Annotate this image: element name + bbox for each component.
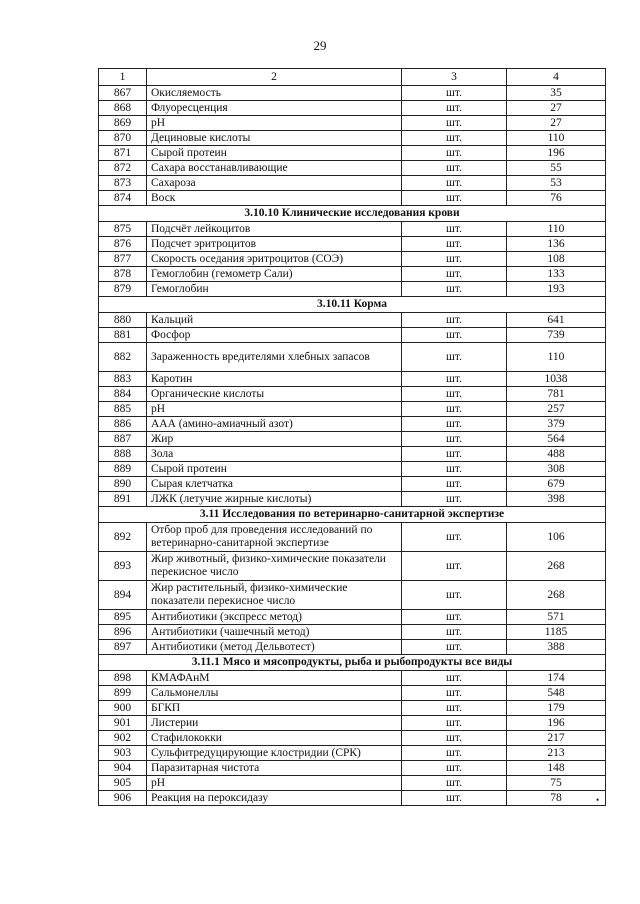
table-row xyxy=(99,267,606,282)
table-row xyxy=(99,776,606,791)
row-number: 897 xyxy=(99,640,147,655)
row-number: 886 xyxy=(99,417,147,432)
row-name: Фосфор xyxy=(147,328,402,343)
row-name: pH xyxy=(147,776,402,791)
row-quantity: 564 xyxy=(507,432,606,447)
row-quantity: 108 xyxy=(507,252,606,267)
table-row xyxy=(99,761,606,776)
row-name: Органические кислоты xyxy=(147,387,402,402)
row-name: Подсчёт лейкоцитов xyxy=(147,222,402,237)
row-number: 868 xyxy=(99,101,147,116)
row-quantity: 76 xyxy=(507,191,606,206)
table-row xyxy=(99,387,606,402)
row-quantity: 75 xyxy=(507,776,606,791)
section-title: 3.10.11 Корма xyxy=(99,297,606,313)
row-quantity: 268 xyxy=(507,581,606,610)
row-number: 888 xyxy=(99,447,147,462)
table-row xyxy=(99,237,606,252)
row-number: 892 xyxy=(99,523,147,552)
row-unit: шт. xyxy=(402,671,507,686)
row-unit: шт. xyxy=(402,462,507,477)
table-row xyxy=(99,313,606,328)
row-quantity: 196 xyxy=(507,716,606,731)
row-number: 878 xyxy=(99,267,147,282)
table-row xyxy=(99,477,606,492)
price-table xyxy=(98,68,606,806)
row-quantity: 641 xyxy=(507,313,606,328)
row-name: Отбор проб для проведения исследований по ветеринарно-санитарной экспертизе xyxy=(147,523,402,552)
row-number: 881 xyxy=(99,328,147,343)
row-unit: шт. xyxy=(402,581,507,610)
row-quantity: 110 xyxy=(507,222,606,237)
row-name: Дециновые кислоты xyxy=(147,131,402,146)
row-number: 882 xyxy=(99,343,147,372)
row-quantity: 268 xyxy=(507,552,606,581)
row-quantity: 388 xyxy=(507,640,606,655)
column-header-1: 1 xyxy=(99,69,147,86)
row-quantity: 35 xyxy=(507,86,606,101)
row-quantity: 781 xyxy=(507,387,606,402)
row-quantity: 133 xyxy=(507,267,606,282)
row-quantity: 27 xyxy=(507,101,606,116)
section-title: 3.11 Исследования по ветеринарно-санитарной экспертизе xyxy=(99,507,606,523)
row-unit: шт. xyxy=(402,492,507,507)
row-unit: шт. xyxy=(402,477,507,492)
table-row xyxy=(99,116,606,131)
table-row xyxy=(99,791,606,806)
table-row xyxy=(99,343,606,372)
row-number: 884 xyxy=(99,387,147,402)
row-unit: шт. xyxy=(402,761,507,776)
row-number: 879 xyxy=(99,282,147,297)
row-quantity: 571 xyxy=(507,610,606,625)
row-number: 890 xyxy=(99,477,147,492)
row-quantity: 488 xyxy=(507,447,606,462)
row-name: БГКП xyxy=(147,701,402,716)
row-quantity: 148 xyxy=(507,761,606,776)
row-quantity: 739 xyxy=(507,328,606,343)
row-number: 875 xyxy=(99,222,147,237)
row-name: Жир растительный, физико-химические показатели перекисное число xyxy=(147,581,402,610)
row-name: Сырой протеин xyxy=(147,146,402,161)
table-row xyxy=(99,417,606,432)
row-name: Реакция на пероксидазу xyxy=(147,791,402,806)
row-quantity: 548 xyxy=(507,686,606,701)
row-unit: шт. xyxy=(402,343,507,372)
row-unit: шт. xyxy=(402,282,507,297)
row-unit: шт. xyxy=(402,716,507,731)
table-row xyxy=(99,552,606,581)
row-number: 891 xyxy=(99,492,147,507)
row-quantity: 106 xyxy=(507,523,606,552)
row-number: 893 xyxy=(99,552,147,581)
row-number: 903 xyxy=(99,746,147,761)
row-unit: шт. xyxy=(402,701,507,716)
table-row xyxy=(99,222,606,237)
row-unit: шт. xyxy=(402,86,507,101)
row-number: 906 xyxy=(99,791,147,806)
row-unit: шт. xyxy=(402,237,507,252)
header-row xyxy=(99,69,606,86)
row-name: Гемоглобин xyxy=(147,282,402,297)
row-name: Подсчет эритроцитов xyxy=(147,237,402,252)
row-number: 874 xyxy=(99,191,147,206)
row-name: Зола xyxy=(147,447,402,462)
table-row xyxy=(99,625,606,640)
row-quantity: 53 xyxy=(507,176,606,191)
row-quantity: 110 xyxy=(507,131,606,146)
row-unit: шт. xyxy=(402,432,507,447)
row-unit: шт. xyxy=(402,372,507,387)
row-unit: шт. xyxy=(402,640,507,655)
row-number: 898 xyxy=(99,671,147,686)
row-number: 867 xyxy=(99,86,147,101)
row-name: Зараженность вредителями хлебных запасов xyxy=(147,343,402,372)
row-quantity: 136 xyxy=(507,237,606,252)
row-unit: шт. xyxy=(402,328,507,343)
page-number: 29 xyxy=(313,38,327,53)
row-unit: шт. xyxy=(402,313,507,328)
row-name: Сульфитредуцирующие клостридии (СРК) xyxy=(147,746,402,761)
row-name: pH xyxy=(147,116,402,131)
row-name: Жир животный, физико-химические показатели перекисное число xyxy=(147,552,402,581)
row-quantity: 27 xyxy=(507,116,606,131)
table-row xyxy=(99,176,606,191)
row-number: 889 xyxy=(99,462,147,477)
table-row xyxy=(99,462,606,477)
row-number: 899 xyxy=(99,686,147,701)
row-name: Воск xyxy=(147,191,402,206)
row-unit: шт. xyxy=(402,402,507,417)
table-row xyxy=(99,432,606,447)
row-name: Сырой протеин xyxy=(147,462,402,477)
column-header-3: 3 xyxy=(402,69,507,86)
row-number: 887 xyxy=(99,432,147,447)
section-title: 3.11.1 Мясо и мясопродукты, рыба и рыбопродукты все виды xyxy=(99,655,606,671)
row-unit: шт. xyxy=(402,731,507,746)
row-quantity: 308 xyxy=(507,462,606,477)
row-unit: шт. xyxy=(402,131,507,146)
table-row xyxy=(99,282,606,297)
table-header xyxy=(99,69,606,86)
table-row xyxy=(99,581,606,610)
row-unit: шт. xyxy=(402,176,507,191)
row-name: КМАФАнМ xyxy=(147,671,402,686)
row-unit: шт. xyxy=(402,686,507,701)
row-name: Сахара восстанавливающие xyxy=(147,161,402,176)
row-unit: шт. xyxy=(402,625,507,640)
row-quantity: 193 xyxy=(507,282,606,297)
row-number: 872 xyxy=(99,161,147,176)
table-row xyxy=(99,328,606,343)
row-number: 905 xyxy=(99,776,147,791)
row-name: Сальмонеллы xyxy=(147,686,402,701)
row-quantity: 213 xyxy=(507,746,606,761)
row-quantity: 78 xyxy=(507,791,606,806)
row-name: Флуоресценция xyxy=(147,101,402,116)
row-name: Антибиотики (экспресс метод) xyxy=(147,610,402,625)
table-row xyxy=(99,610,606,625)
row-name: Окисляемость xyxy=(147,86,402,101)
row-unit: шт. xyxy=(402,746,507,761)
table-row xyxy=(99,492,606,507)
row-unit: шт. xyxy=(402,101,507,116)
table-row xyxy=(99,86,606,101)
row-name: Антибиотики (метод Дельвотест) xyxy=(147,640,402,655)
row-number: 900 xyxy=(99,701,147,716)
row-unit: шт. xyxy=(402,447,507,462)
table-row xyxy=(99,131,606,146)
row-quantity: 257 xyxy=(507,402,606,417)
row-unit: шт. xyxy=(402,610,507,625)
row-number: 895 xyxy=(99,610,147,625)
row-quantity: 217 xyxy=(507,731,606,746)
row-number: 901 xyxy=(99,716,147,731)
row-number: 871 xyxy=(99,146,147,161)
table-row xyxy=(99,640,606,655)
row-quantity: 679 xyxy=(507,477,606,492)
table-body xyxy=(99,86,606,806)
row-quantity: 398 xyxy=(507,492,606,507)
row-unit: шт. xyxy=(402,552,507,581)
row-name: ЛЖК (летучие жирные кислоты) xyxy=(147,492,402,507)
row-number: 869 xyxy=(99,116,147,131)
row-quantity: 179 xyxy=(507,701,606,716)
row-number: 877 xyxy=(99,252,147,267)
table-row xyxy=(99,252,606,267)
row-number: 870 xyxy=(99,131,147,146)
table-row xyxy=(99,161,606,176)
table-row xyxy=(99,402,606,417)
row-name: pH xyxy=(147,402,402,417)
table-row xyxy=(99,447,606,462)
row-name: Кальций xyxy=(147,313,402,328)
section-title: 3.10.10 Клинические исследования крови xyxy=(99,206,606,222)
row-unit: шт. xyxy=(402,417,507,432)
row-number: 902 xyxy=(99,731,147,746)
row-unit: шт. xyxy=(402,776,507,791)
row-name: Сырая клетчатка xyxy=(147,477,402,492)
row-number: 873 xyxy=(99,176,147,191)
row-number: 894 xyxy=(99,581,147,610)
row-quantity: 379 xyxy=(507,417,606,432)
row-unit: шт. xyxy=(402,387,507,402)
row-number: 896 xyxy=(99,625,147,640)
column-header-2: 2 xyxy=(147,69,402,86)
row-quantity: 1038 xyxy=(507,372,606,387)
table-row xyxy=(99,101,606,116)
section-row xyxy=(99,655,606,671)
table-row xyxy=(99,746,606,761)
row-quantity: 196 xyxy=(507,146,606,161)
section-row xyxy=(99,507,606,523)
row-name: Паразитарная чистота xyxy=(147,761,402,776)
row-name: ААА (амино-амиачный азот) xyxy=(147,417,402,432)
table-row xyxy=(99,671,606,686)
row-name: Скорость оседания эритроцитов (СОЭ) xyxy=(147,252,402,267)
table-row xyxy=(99,372,606,387)
row-unit: шт. xyxy=(402,252,507,267)
row-number: 883 xyxy=(99,372,147,387)
row-name: Стафилококки xyxy=(147,731,402,746)
row-name: Каротин xyxy=(147,372,402,387)
row-unit: шт. xyxy=(402,222,507,237)
table-row xyxy=(99,701,606,716)
row-number: 904 xyxy=(99,761,147,776)
row-quantity: 174 xyxy=(507,671,606,686)
row-unit: шт. xyxy=(402,191,507,206)
row-name: Сахароза xyxy=(147,176,402,191)
table-row xyxy=(99,716,606,731)
row-quantity: 110 xyxy=(507,343,606,372)
table-row xyxy=(99,523,606,552)
stray-mark: • xyxy=(596,795,600,805)
row-name: Листерии xyxy=(147,716,402,731)
row-name: Гемоглобин (гемометр Сали) xyxy=(147,267,402,282)
row-quantity: 55 xyxy=(507,161,606,176)
section-row xyxy=(99,297,606,313)
row-unit: шт. xyxy=(402,161,507,176)
row-name: Жир xyxy=(147,432,402,447)
row-number: 876 xyxy=(99,237,147,252)
row-number: 880 xyxy=(99,313,147,328)
row-unit: шт. xyxy=(402,523,507,552)
table-row xyxy=(99,191,606,206)
row-quantity: 1185 xyxy=(507,625,606,640)
row-unit: шт. xyxy=(402,146,507,161)
section-row xyxy=(99,206,606,222)
column-header-4: 4 xyxy=(507,69,606,86)
row-unit: шт. xyxy=(402,267,507,282)
row-unit: шт. xyxy=(402,116,507,131)
row-number: 885 xyxy=(99,402,147,417)
table-row xyxy=(99,146,606,161)
row-name: Антибиотики (чашечный метод) xyxy=(147,625,402,640)
table-row xyxy=(99,686,606,701)
row-unit: шт. xyxy=(402,791,507,806)
table-row xyxy=(99,731,606,746)
